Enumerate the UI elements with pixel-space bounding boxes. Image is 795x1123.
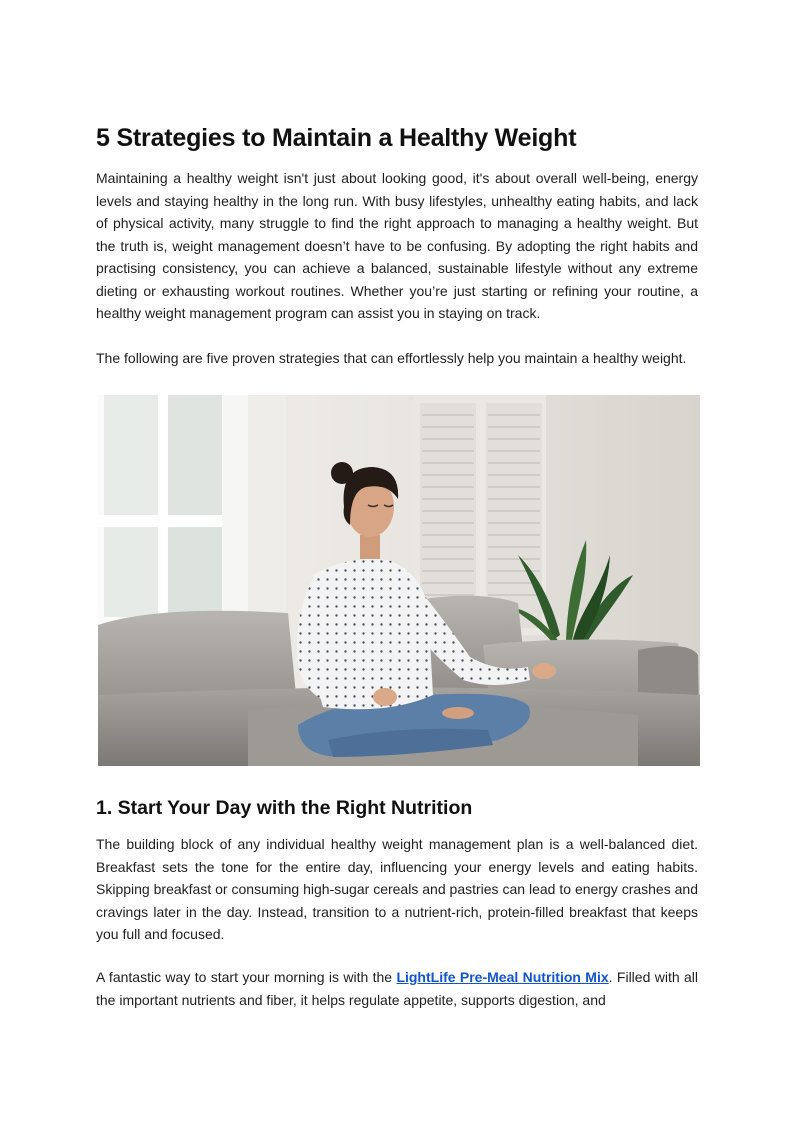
photo-illustration (98, 395, 700, 766)
article-title: 5 Strategies to Maintain a Healthy Weight (96, 124, 577, 152)
product-link[interactable]: LightLife Pre-Meal Nutrition Mix (396, 969, 609, 985)
section-paragraph-link (96, 966, 698, 1011)
intro-paragraph-2: The following are five proven strategies that can effortlessly help you maintain a healthy weight. (96, 350, 687, 366)
link-trail-text: . Filled with all the important nutrients and fiber, it helps regulate appetite, supports digestion, and (96, 969, 698, 1008)
section-heading: 1. Start Your Day with the Right Nutrition (96, 797, 473, 819)
link-lead-text: A fantastic way to start your morning is with the (96, 969, 397, 985)
intro-paragraph: Maintaining a healthy weight isn't just about looking good, it's about overall well-being, energy levels and staying healthy in the long run. With busy lifestyles, unhealthy eating habits, and lack of physical activity, many struggle to find the right approach to managing a healthy weight. But the truth is, weight management doesn’t have to be confusing. By adopting the right habits and practising consistency, you can achieve a balanced, sustainable lifestyle without any extreme dieting or exhausting workout routines. Whether you’re just starting or refining your routine, a healthy weight management program can assist you in staying on track. (96, 170, 698, 321)
section-paragraph: The building block of any individual healthy weight management plan is a well-balanced diet. Breakfast sets the tone for the entire day, influencing your energy levels and eating habits. Skipping breakfast or consuming high-sugar cereals and pastries can lead to energy crashes and cravings later in the day. Instead, transition to a nutrient-rich, protein-filled breakfast that keeps you full and focused. (96, 836, 698, 942)
woman-meditating-photo (98, 395, 700, 766)
window (98, 395, 286, 625)
